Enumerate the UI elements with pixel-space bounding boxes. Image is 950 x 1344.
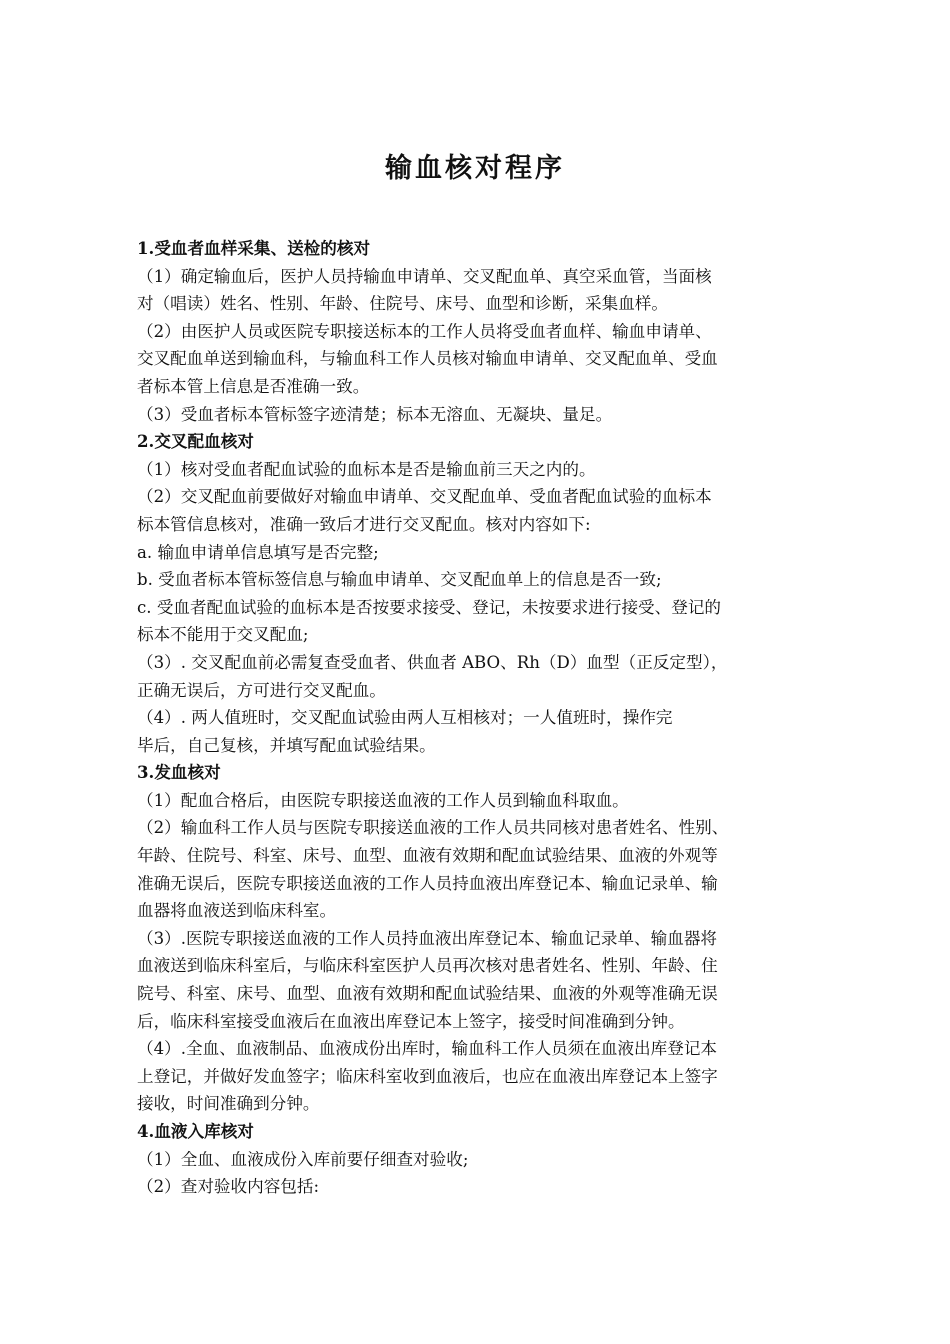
text-line: （3）.医院专职接送血液的工作人员持血液出库登记本、输血记录单、输血器将 bbox=[137, 928, 718, 948]
text-line: 者标本管上信息是否准确一致。 bbox=[137, 376, 370, 396]
document-title: 输血核对程序 bbox=[385, 153, 565, 184]
section-heading: 1.受血者血样采集、送检的核对 bbox=[137, 238, 371, 258]
text-line: （1）全血、血液成份入库前要仔细查对验收; bbox=[137, 1149, 469, 1169]
text-line: （3）. 交叉配血前必需复查受血者、供血者 ABO、Rh（D）血型（正反定型）， bbox=[137, 652, 728, 672]
text-line: （1）核对受血者配血试验的血标本是否是输血前三天之内的。 bbox=[137, 459, 596, 479]
text-line: （2）输血科工作人员与医院专职接送血液的工作人员共同核对患者姓名、性别、 bbox=[137, 818, 729, 838]
text-line: 上登记，并做好发血签字；临床科室收到血液后，也应在血液出库登记本上签字 bbox=[137, 1066, 718, 1086]
text-line: 正确无误后，方可进行交叉配血。 bbox=[137, 680, 386, 700]
text-line: 院号、科室、床号、血型、血液有效期和配血试验结果、血液的外观等准确无误 bbox=[137, 984, 718, 1004]
text-line: 标本管信息核对，准确一致后才进行交叉配血。核对内容如下: bbox=[137, 514, 591, 534]
text-line: 对（唱读）姓名、性别、年龄、住院号、床号、血型和诊断，采集血样。 bbox=[137, 294, 668, 314]
text-line: b. 受血者标本管标签信息与输血申请单、交叉配血单上的信息是否一致; bbox=[137, 570, 662, 590]
text-line: 交叉配血单送到输血科，与输血科工作人员核对输血申请单、交叉配血单、受血 bbox=[137, 349, 718, 369]
text-line: 血液送到临床科室后，与临床科室医护人员再次核对患者姓名、性别、年龄、住 bbox=[137, 956, 718, 976]
text-line: （4）.全血、血液制品、血液成份出库时，输血科工作人员须在血液出库登记本 bbox=[137, 1039, 718, 1059]
text-line: 后，临床科室接受血液后在血液出库登记本上签字，接受时间准确到分钟。 bbox=[137, 1011, 685, 1031]
text-line: 标本不能用于交叉配血; bbox=[137, 625, 309, 645]
section-heading: 4.血液入库核对 bbox=[137, 1121, 254, 1141]
document-body bbox=[137, 235, 813, 1201]
section-heading: 3.发血核对 bbox=[137, 762, 221, 783]
text-line: （2）交叉配血前要做好对输血申请单、交叉配血单、受血者配血试验的血标本 bbox=[137, 487, 712, 507]
text-line: 年龄、住院号、科室、床号、血型、血液有效期和配血试验结果、血液的外观等 bbox=[137, 846, 718, 866]
text-line: （4）. 两人值班时，交叉配血试验由两人互相核对；一人值班时，操作完 bbox=[137, 708, 673, 728]
text-line: （3）受血者标本管标签字迹清楚；标本无溶血、无凝块、量足。 bbox=[137, 404, 613, 424]
text-line: （2）查对验收内容包括: bbox=[137, 1177, 320, 1197]
text-line: （1）配血合格后，由医院专职接送血液的工作人员到输血科取血。 bbox=[137, 790, 629, 810]
text-line: 接收，时间准确到分钟。 bbox=[137, 1094, 320, 1114]
text-line: 毕后，自己复核，并填写配血试验结果。 bbox=[137, 735, 436, 755]
text-line: 血器将血液送到临床科室。 bbox=[137, 901, 337, 921]
text-line: （1）确定输血后，医护人员持输血申请单、交叉配血单、真空采血管，当面核 bbox=[137, 266, 712, 286]
section-heading: 2.交叉配血核对 bbox=[137, 431, 254, 452]
text-line: （2）由医护人员或医院专职接送标本的工作人员将受血者血样、输血申请单、 bbox=[137, 321, 712, 341]
text-line: 准确无误后，医院专职接送血液的工作人员持血液出库登记本、输血记录单、输 bbox=[137, 873, 718, 893]
text-line: c. 受血者配血试验的血标本是否按要求接受、登记，未按要求进行接受、登记的 bbox=[137, 597, 722, 617]
text-line: a. 输血申请单信息填写是否完整; bbox=[137, 542, 379, 562]
